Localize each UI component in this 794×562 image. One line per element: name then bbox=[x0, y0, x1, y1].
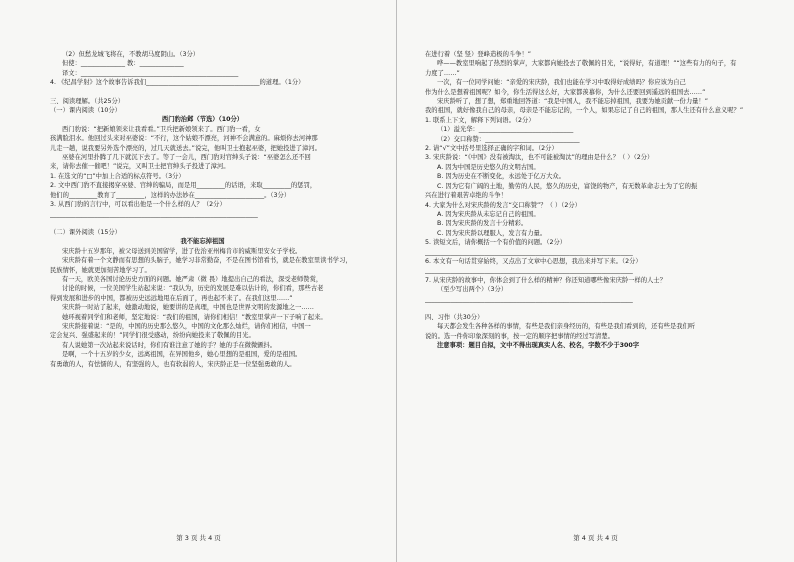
text-line: 西门豹说：“把新娘领来让我看看。”卫兵把新娘领来了。西门豹一看，女 bbox=[62, 125, 261, 133]
text-line: __________________________________________________________________ bbox=[425, 295, 633, 303]
text-line: （2）但愁龙城飞将在，不教胡马度阴山。（3分） bbox=[62, 51, 200, 58]
text-line: 孩满脸泪水。他回过头来对巫婆说：“不行，这个姑娘不漂亮，河神不会满意的。麻烦你去河神那 bbox=[50, 135, 318, 143]
text-line: 她环视着同学们和老师，坚定地说：“我们的祖国，请你们相信！”教室里掌声一下子响了起来。 bbox=[62, 313, 327, 321]
text-line: 3. 宋庆龄说：“《中国》没有被淘汰，也不可能被淘汰”的理由是什么？（ ）（2分） bbox=[425, 154, 654, 162]
text-line: C. 因为宋庆龄以理服人，发言有力量。 bbox=[437, 229, 547, 237]
text-line: 但使：______________ 教：______________ bbox=[62, 60, 184, 68]
text-line: （二）课外阅读（15分） bbox=[50, 228, 121, 236]
text-line: 儿走一趟，说我要另外选个漂亮的，过几天就送去。”说完，他叫卫士抱起巫婆，把她投进了漳河。 bbox=[50, 144, 321, 152]
text-line: 哗——教室里响起了热烈的掌声，大家都向她投去了敬佩的目光，“说得好，有道理！”“这些有力的句子，有 bbox=[437, 60, 737, 68]
text-line: 有勇敢的人，有怯懦的人，有坚强的人，也有软弱的人，宋庆龄正是一位坚强勇敢的人。 bbox=[50, 360, 296, 368]
text-line: 来，请你去催一催吧！”说完，又叫卫士把官绅头子投进了漳河。 bbox=[50, 163, 230, 171]
text-line: 三、阅读理解。（共25分） bbox=[50, 97, 125, 105]
text-line: 力度了……” bbox=[425, 69, 460, 77]
text-line: 民族情怀，她就更加刻苦地学习了。 bbox=[50, 266, 151, 274]
text-line: A. 因为宋庆龄从未忘记自己的祖国。 bbox=[437, 210, 540, 218]
text-line: B. 因为历史在不断变化，永远处于亿万大众。 bbox=[437, 173, 565, 181]
text-line: 巫婆在河里扑腾了几下就沉下去了。等了一会儿，西门豹对官绅头子说：“巫婆怎么还不回 bbox=[62, 154, 311, 162]
text-line: 定会复兴、强盛起来的！”同学们很受感动，纷纷向她投来了敬佩的目光。 bbox=[50, 332, 255, 340]
text-line: 有一天，欧美各国讨论历史方面的问题。她严肃（微 畏）地提出自己的看法，深受老师赞赏， bbox=[62, 275, 323, 283]
text-line: __________________________________________________________________ bbox=[50, 210, 258, 218]
text-line: B. 因为宋庆龄的发言十分精彩。 bbox=[437, 220, 528, 228]
text-line: 西门豹治邺（节选）（10分） bbox=[161, 116, 244, 124]
text-line: 注意事项：题目自拟，文中不得出现真实人名、校名，字数不少于300字 bbox=[437, 342, 640, 350]
text-line: （一）课内阅读（10分） bbox=[50, 107, 121, 115]
text-line: 宋庆龄有着一个文静而有思想的头脑子，她学习非常勤奋，不是在图书馆看书，就是在教室里读书学习， bbox=[62, 257, 352, 265]
text-line: 说的。选一件你印象深刻的事，按一定的顺序把事情的经过写清楚。 bbox=[425, 332, 614, 340]
text-line: 是啊，一个十五岁的少女，远离祖国，在异国他乡，她心里想的是祖国，爱的是祖国。 bbox=[62, 351, 302, 359]
text-line: 四、习作（共30分） bbox=[425, 313, 484, 321]
page-3-content bbox=[50, 50, 355, 369]
text-line: 兴在进行着艰苦卓绝的斗争！ bbox=[425, 192, 507, 200]
spacer bbox=[50, 88, 355, 97]
text-line: 1. 在选文的“□”中加上合适的标点符号。（3分） bbox=[50, 172, 185, 180]
text-line: 1. 联系上下文，解释下列词语。（2分） bbox=[425, 116, 535, 124]
spacer bbox=[50, 219, 355, 228]
text-line: （1）溢光华：______________________________ bbox=[437, 126, 574, 134]
text-line: C. 因为它有广阔的土地，勤劳的人民，悠久的历史，富饶的物产，有无数革命志士为了它的振 bbox=[437, 182, 698, 190]
spacer bbox=[425, 304, 764, 313]
text-line: 4. 《纪昌学射》这个故事告诉我们____________________________________的道理。（1分） bbox=[50, 79, 305, 87]
text-line: 2. 文中西门豹不直接揭穿巫婆、官绅的骗局，而是用_________的话语，来取_________的惩罚， bbox=[50, 182, 317, 190]
text-line: 宋庆龄接着说：“是的，中国的历史那么悠久，中国的文化那么灿烂，请你们相信，中国一 bbox=[62, 322, 311, 330]
text-line: 每天都会发生各种各样的事情，有些是我们亲身经历的，有些是我们看到的，还有些是我们听 bbox=[437, 323, 696, 331]
text-line: （至少写出两个）（3分） bbox=[437, 286, 508, 294]
text-line: 5. 读短文后，请你概括一个有价值的问题。（2分） bbox=[425, 239, 567, 247]
page-4-content bbox=[425, 50, 764, 351]
text-line: A. 因为中国是历史悠久的文明古国。 bbox=[437, 163, 540, 171]
text-line: 宋庆龄十五岁那年，被父母送到美国留学，进了佐治亚州梅肯市的威斯里安女子学校。 bbox=[62, 247, 302, 255]
text-line: 4. 大家为什么对宋庆龄的发言“交口称赞”？（ ）（2分） bbox=[425, 201, 581, 209]
text-line: 有人说她第一次站起来说话时，你们有谁注意了她的手？她的手在微微颤抖。 bbox=[62, 341, 277, 349]
text-line: 3. 从西门豹的言行中，可以看出他是一个什么样的人？（2分） bbox=[50, 201, 226, 209]
text-line: 在进行着（坚 竖）登峰造极的斗争！” bbox=[425, 51, 532, 58]
exam-page-4 bbox=[397, 0, 794, 562]
text-line: 我不能忘掉祖国 bbox=[180, 238, 225, 246]
text-line: 我的祖国，就好像我自己的母亲，母亲是不能忘记的，一个人，如果忘记了自己的祖国，那人生还有什么意义呢？” bbox=[425, 107, 744, 115]
text-line: 得到发展和进步的中国，都被历史远远地甩在后面了，再也起不来了。在我们这里……” bbox=[50, 294, 293, 302]
page-3-footer: 第 3 页 共 4 页 bbox=[176, 534, 221, 542]
text-line: 他们的_________教育了_________，这样的办法妙在______________________。（3分） bbox=[50, 191, 291, 199]
text-line: 讨论的时候，一位美国学生站起来说：“我认为，历史的发展是难以估计的，你们看，那些古老 bbox=[62, 285, 324, 293]
text-line: __________________________________________________________________ bbox=[425, 248, 633, 256]
text-line: 作为什么是想着祖国呢？如今，你生活得这么好，大家都羡慕你，为什么还要回到遥远的祖国去……” bbox=[425, 88, 706, 96]
text-line: 2. 请“√”文中括号里选择正确的字和词。（2分） bbox=[425, 145, 558, 153]
text-line: 宋庆龄听了，想了想，郑重地回答道：“我是中国人，我不能忘掉祖国，我要为她贡献一份力量！” bbox=[437, 98, 708, 106]
text-line: （2）交口称赞：______________________________ bbox=[437, 135, 580, 143]
text-line: 6. 本文有一句话贯穿始终，又点出了文章中心思想，我出来并写下来。（2分） bbox=[425, 257, 642, 265]
text-line: 宋庆龄一时站了起来，她激动地说，她要讲的是真理，中国也是世界文明的发源地之一…… bbox=[62, 304, 314, 312]
text-line: __________________________________________________________________ bbox=[425, 267, 633, 275]
text-line: 译文：__________________________________________________ bbox=[62, 69, 239, 77]
text-line: 7. 从宋庆龄的故事中，你体会到了什么样的精神？你还知道哪些像宋庆龄一样的人士？ bbox=[425, 276, 666, 284]
page-4-footer: 第 4 页 共 4 页 bbox=[573, 534, 618, 542]
text-line: 一次，有一位同学问她：“亲爱的宋庆龄，我们也能在学习中取得好成绩吗？你应该为自己 bbox=[437, 79, 686, 87]
